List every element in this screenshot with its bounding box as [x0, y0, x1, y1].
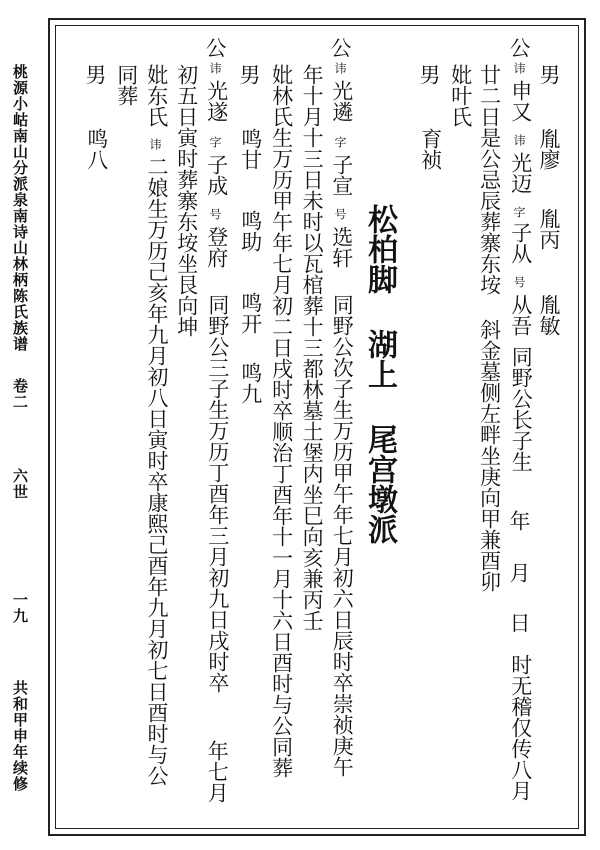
entry1-hui-marker2: 讳	[512, 134, 526, 146]
entry1-unknown-day: 日	[507, 612, 531, 633]
entry3-wife-hui-marker: 讳	[148, 138, 162, 150]
book-title: 桃源小岵南山分派泉南诗山林柄陈氏族谱	[11, 64, 29, 352]
entry2-wife-text: 妣林氏生万历甲午年七月初二日戌时卒顺治丁酉年十一月十六日酉时与公同葬	[269, 64, 294, 778]
entry1-burial-text: 廿二日是公忌辰葬寨东垵 斜金墓侧左畔坐庚向甲兼酉卯	[477, 64, 502, 592]
entry1-unknown-year: 年	[507, 510, 531, 531]
entry2-zi-marker: 字	[333, 136, 347, 148]
entry1-hao-value: 从吾	[508, 294, 533, 336]
entry1-son-name: 育祯	[418, 128, 443, 170]
entry3-name: 光遂	[204, 80, 229, 122]
entry1-courtesy-name: 光迈	[508, 152, 533, 194]
entry3-gong: 公	[203, 37, 227, 58]
entry1-gong: 公	[507, 37, 531, 58]
entry2-zi-value: 子宣	[329, 154, 354, 196]
entry3-zi-marker: 字	[208, 136, 222, 148]
sons-header-label: 男	[537, 64, 561, 85]
entry3-hui-marker: 讳	[208, 62, 222, 74]
entry1-son-label: 男	[417, 64, 441, 85]
volume-label: 卷二	[11, 378, 29, 410]
entry1-birth-text: 同野公长子生	[509, 346, 534, 472]
entry1-hao-marker: 号	[512, 276, 526, 288]
entry2-name: 光遴	[329, 80, 354, 122]
entry1-death-text: 时无稽仅传八月	[508, 654, 533, 801]
entry2-death-text: 年十月十三日未时以瓦棺葬十三都林墓土堡内坐巳向亥兼丙壬	[300, 64, 325, 631]
entry1-zi-marker: 字	[512, 206, 526, 218]
son-name: 胤丙	[537, 208, 561, 250]
page-number: 一九	[11, 592, 29, 624]
entry1-wife-line: 妣叶氏	[448, 64, 473, 127]
entry1-unknown-month: 月	[507, 562, 531, 583]
entry2-son-name: 鸣九	[238, 362, 263, 404]
entry2-birth-text: 同野公次子生万历甲午年七月初六日辰时卒崇祯庚午	[330, 294, 355, 777]
entry2-hao-marker: 号	[333, 208, 347, 220]
entry3-burial-text: 初五日寅时葬寨东垵坐艮向坤	[174, 64, 199, 337]
entry3-wife-text: 二娘生万历己亥年九月初八日寅时卒康熙己酉年九月初七日酉时与公	[145, 156, 170, 786]
son-name: 胤敏	[537, 294, 561, 336]
entry2-son-name: 鸣开	[238, 292, 263, 334]
entry3-burial-together: 同葬	[114, 64, 139, 106]
entry2-son-label: 男	[237, 64, 261, 85]
entry2-son-name: 鸣甘	[238, 128, 263, 170]
entry3-wife-label: 妣东氏	[144, 64, 169, 127]
entry3-death-month: 年七月	[205, 740, 230, 803]
entry3-birth-text: 同野公三子生万历丁酉年三月初九日戌时卒	[205, 294, 230, 693]
entry3-zi-value: 子成	[204, 154, 229, 196]
entry3-hao-value: 登府	[204, 226, 229, 268]
entry2-hui-marker: 讳	[333, 62, 347, 74]
entry3-hao-marker: 号	[208, 208, 222, 220]
entry2-gong: 公	[328, 37, 352, 58]
entry1-zi-value: 子从	[508, 222, 533, 264]
entry2-son-name: 鸣助	[238, 210, 263, 252]
entry3-son-label: 男	[83, 64, 107, 85]
section-title: 松柏脚 湖上 尾宫墩派	[362, 204, 397, 544]
edition-label: 共和甲申年续修	[11, 680, 29, 792]
entry1-hui-marker: 讳	[512, 62, 526, 74]
generation-label: 六世	[11, 468, 29, 500]
entry3-son-name: 鸣八	[84, 128, 109, 170]
son-name: 胤廖	[537, 128, 561, 170]
entry1-given-name: 申又	[508, 80, 533, 122]
entry2-hao-value: 选轩	[329, 226, 354, 268]
